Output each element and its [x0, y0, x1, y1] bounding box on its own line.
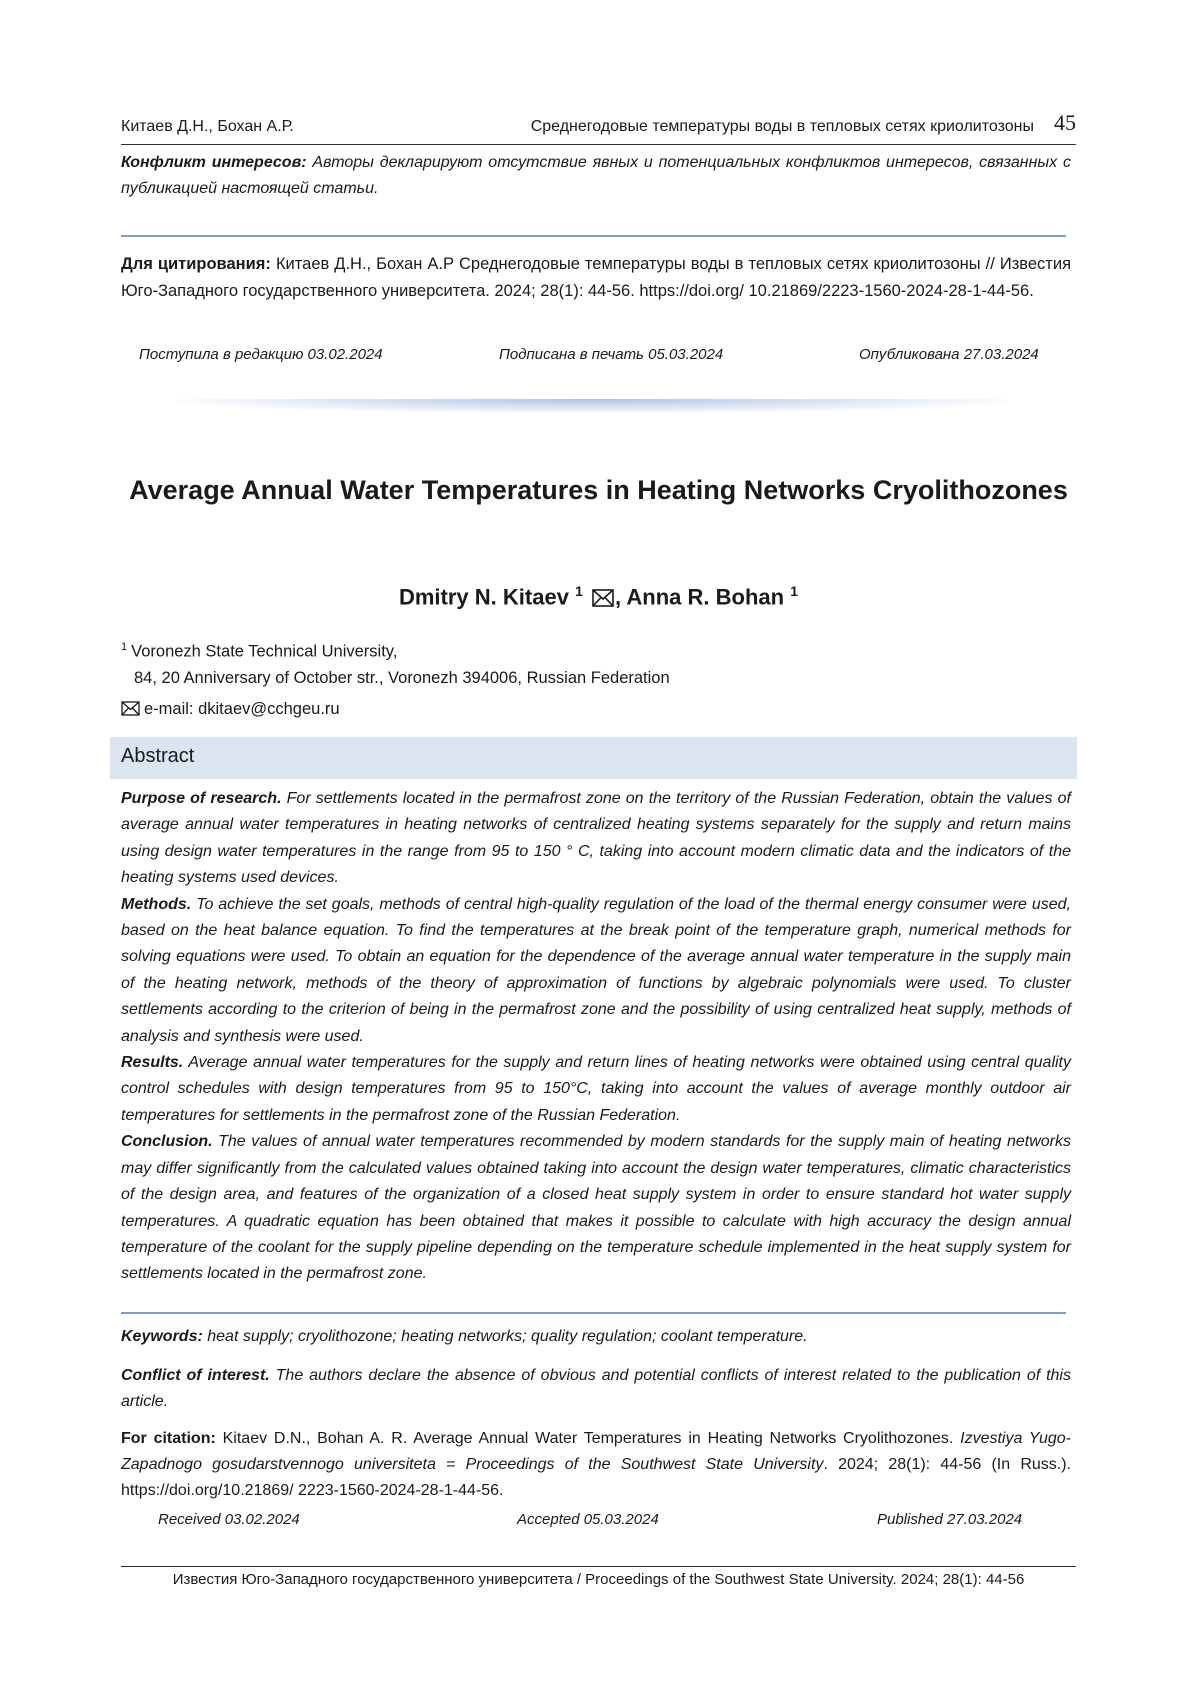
abstract-heading: Abstract [121, 745, 195, 767]
envelope-icon [121, 698, 140, 724]
article-title: Average Annual Water Temperatures in Heating Networks Cryolithozones [129, 475, 1068, 505]
ru-conflict-label: Конфликт интересов: [121, 154, 307, 171]
ru-conflict-of-interest [121, 150, 1071, 202]
running-head [121, 110, 1076, 145]
keywords-text: heat supply; cryolithozone; heating networks; quality regulation; coolant temperature. [207, 1328, 808, 1345]
methods-text: To achieve the set goals, methods of central high-quality regulation of the load of the thermal energy consumer were used, based on the heat balance equation. To find the temperatures at the break point of the temperature graph, numerical methods for solving equations were used. To obtain an equation for the dependence of the average annual water temperature in the supply main of the heating network, methods of the theory of approximation of functions by algebraic polynomials were used. To cluster settlements according to the criterion of being in the permafrost zone and the possibility of using centralized heat supply, methods of analysis and synthesis were used. [121, 895, 1071, 1045]
ru-date-received: Поступила в редакцию 03.02.2024 [139, 346, 383, 363]
conclusion-label: Conclusion. [121, 1133, 213, 1151]
en-date-accepted: Accepted 05.03.2024 [517, 1511, 659, 1528]
author-1: Dmitry N. Kitaev [398, 584, 569, 610]
en-conflict-of-interest [121, 1363, 1071, 1415]
ru-dates [121, 346, 1076, 372]
author-2-affil: 1 [790, 583, 798, 599]
purpose-text: For settlements located in the permafrost zone on the territory of the Russian Federation, obtain the values of average annual water temperatures in heating networks of centralized heating systems separately for the supply and return mains using design water temperatures in the range from 95 to 150 ° C, taking into account modern climatic data and the indicators of the heating systems used devices. [121, 790, 1072, 887]
en-conflict-text: The authors declare the absence of obvious and potential conflicts of interest related to the publication of this article. [121, 1367, 1071, 1410]
affiliation-marker: 1 [121, 641, 128, 653]
abstract-methods [121, 892, 1071, 1050]
ru-citation-text: Китаев Д.Н., Бохан А.Р Среднегодовые температуры воды в тепловых сетях криолитозоны // Известия Юго-Западного государственного университета. 2024; 28(1): 44-56. https://doi.org/ 10.21869/2223-1560-2024-28-1-44-56. [121, 255, 1072, 300]
affiliation [121, 634, 670, 691]
en-citation-text-1: Kitaev D.N., Bohan A. R. Average Annual Water Temperatures in Heating Networks Cryolithozones. [222, 1430, 954, 1447]
divider-rule [121, 235, 1066, 237]
email-address[interactable]: e-mail: dkitaev@cchgeu.ru [144, 700, 340, 718]
author-1-affil: 1 [575, 583, 583, 599]
abstract-body [121, 786, 1071, 1288]
en-citation-journal: Izvestiya Yugo-Zapadnogo gosudarstvennogo universiteta = Proceedings of the Southwest State University [121, 1430, 1071, 1473]
affiliation-line-1: Voronezh State Technical University, [131, 642, 398, 661]
ru-citation-label: Для цитирования: [121, 255, 271, 273]
divider-rule [121, 1312, 1066, 1314]
keywords [121, 1324, 1071, 1350]
footer-rule [121, 1566, 1076, 1567]
footer-text: Известия Юго-Западного государственного университета / Proceedings of the Southwest State University. 2024; 28(1): 44-56 [172, 1571, 1025, 1588]
keywords-label: Keywords: [121, 1328, 203, 1345]
email-line [121, 696, 340, 724]
envelope-icon [592, 585, 614, 615]
authors-line [121, 576, 1076, 615]
en-citation [121, 1426, 1071, 1504]
running-head-authors: Китаев Д.Н., Бохан А.Р. [121, 118, 294, 135]
results-text: Average annual water temperatures for the supply and return lines of heating networks were obtained using central quality control schedules with design temperatures from 95 to 150°C, taking into account the values of average monthly outdoor air temperatures for settlements in the permafrost zone of the Russian Federation. [121, 1054, 1071, 1124]
affiliation-line-2: 84, 20 Anniversary of October str., Voronezh 394006, Russian Federation [134, 668, 670, 687]
ru-citation [121, 251, 1071, 305]
running-head-title: Среднегодовые температуры воды в тепловых сетях криолитозоны [530, 118, 1034, 135]
conclusion-text: The values of annual water temperatures recommended by modern standards for the supply main of heating networks may differ significantly from the calculated values obtained taking into account the design water temperatures, climatic characteristics of the design area, and features of the organization of a closed heat supply system in order to ensure standard hot water supply temperatures. A quadratic equation has been obtained that makes it possible to calculate with high accuracy the design annual temperature of the coolant for the supply pipeline depending on the temperature schedule implemented in the heat supply system for settlements located in the permafrost zone. [121, 1133, 1071, 1283]
en-citation-text-2: . 2024; 28(1): 44-56 (In Russ.). https://doi.org/10.21869/ 2223-1560-2024-28-1-44-56. [121, 1456, 1071, 1499]
en-date-published: Published 27.03.2024 [877, 1511, 1023, 1528]
en-date-received: Received 03.02.2024 [158, 1511, 300, 1528]
ru-date-published: Опубликована 27.03.2024 [859, 346, 1039, 363]
en-dates [121, 1511, 1076, 1537]
decorative-shadow-bar [178, 399, 1008, 413]
en-citation-label: For citation: [121, 1430, 216, 1447]
ru-conflict-text: Авторы декларируют отсутствие явных и потенциальных конфликтов интересов, связанных с публикацией настоящей статьи. [121, 154, 1071, 197]
abstract-results [121, 1050, 1071, 1129]
page-number: 45 [1054, 110, 1076, 135]
en-conflict-label: Conflict of interest. [121, 1367, 270, 1384]
ru-date-accepted: Подписана в печать 05.03.2024 [499, 346, 724, 363]
abstract-conclusion [121, 1129, 1071, 1287]
methods-label: Methods. [121, 895, 192, 913]
results-label: Results. [121, 1054, 184, 1072]
author-separator: , [614, 584, 627, 610]
author-2: Anna R. Bohan [626, 584, 785, 610]
purpose-label: Purpose of research. [121, 790, 282, 807]
abstract-purpose [121, 786, 1071, 892]
abstract-heading-band [110, 737, 1077, 779]
